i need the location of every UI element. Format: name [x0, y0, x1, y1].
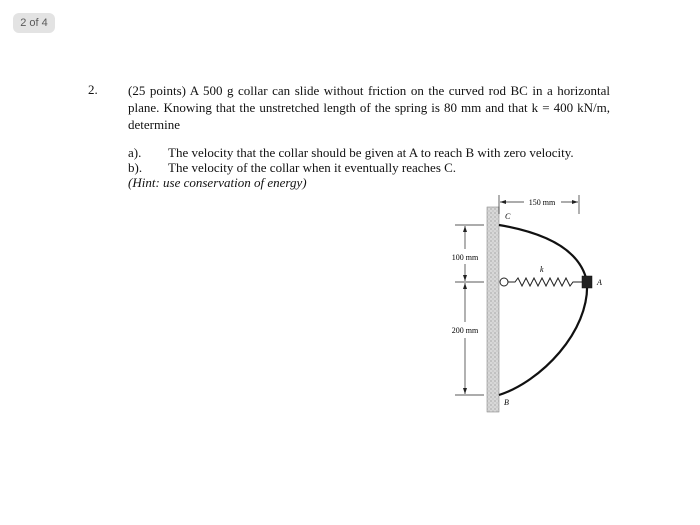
dim-upper-arrow-top: [463, 226, 467, 232]
curved-rod: [499, 225, 587, 395]
label-b: B: [504, 398, 509, 407]
spring: [508, 278, 582, 286]
label-c: C: [505, 212, 511, 221]
part-b-text: The velocity of the collar when it eventually reaches C.: [168, 160, 457, 175]
collar: [582, 276, 592, 288]
dim-upper-label: 100 mm: [451, 253, 479, 262]
label-k: k: [540, 265, 544, 274]
part-a: [128, 145, 608, 160]
document-page: [0, 42, 700, 525]
part-a-text: The velocity that the collar should be given at A to reach B with zero velocity.: [168, 145, 574, 160]
hint-text: (Hint: use conservation of energy): [128, 175, 307, 190]
label-a: A: [597, 278, 602, 287]
part-a-label: a).: [128, 145, 142, 160]
part-b: [128, 160, 608, 175]
dim-upper-arrow-bottom: [463, 275, 467, 281]
question-parts: [128, 145, 608, 190]
dim-lower-arrow-top: [463, 283, 467, 289]
question-text: (25 points) A 500 g collar can slide without friction on the curved rod BC in a horizontal plane. Knowing that the unstretched length of the spring is 80 mm and that k = 400 kN/m, determine: [128, 83, 610, 132]
dim-top-arrow-left: [500, 200, 506, 204]
dim-lower-label: 200 mm: [451, 326, 479, 335]
viewer-toolbar: [0, 0, 700, 42]
dim-top-label: 150 mm: [528, 198, 556, 207]
dim-top-arrow-right: [572, 200, 578, 204]
spring-pivot: [500, 278, 508, 286]
part-b-label: b).: [128, 160, 143, 175]
dim-lower-arrow-bottom: [463, 388, 467, 394]
page-indicator-badge: 2 of 4: [13, 13, 55, 33]
wall-support: [487, 207, 499, 412]
question-number: 2.: [88, 82, 98, 97]
collar-rod-figure: [430, 192, 630, 420]
